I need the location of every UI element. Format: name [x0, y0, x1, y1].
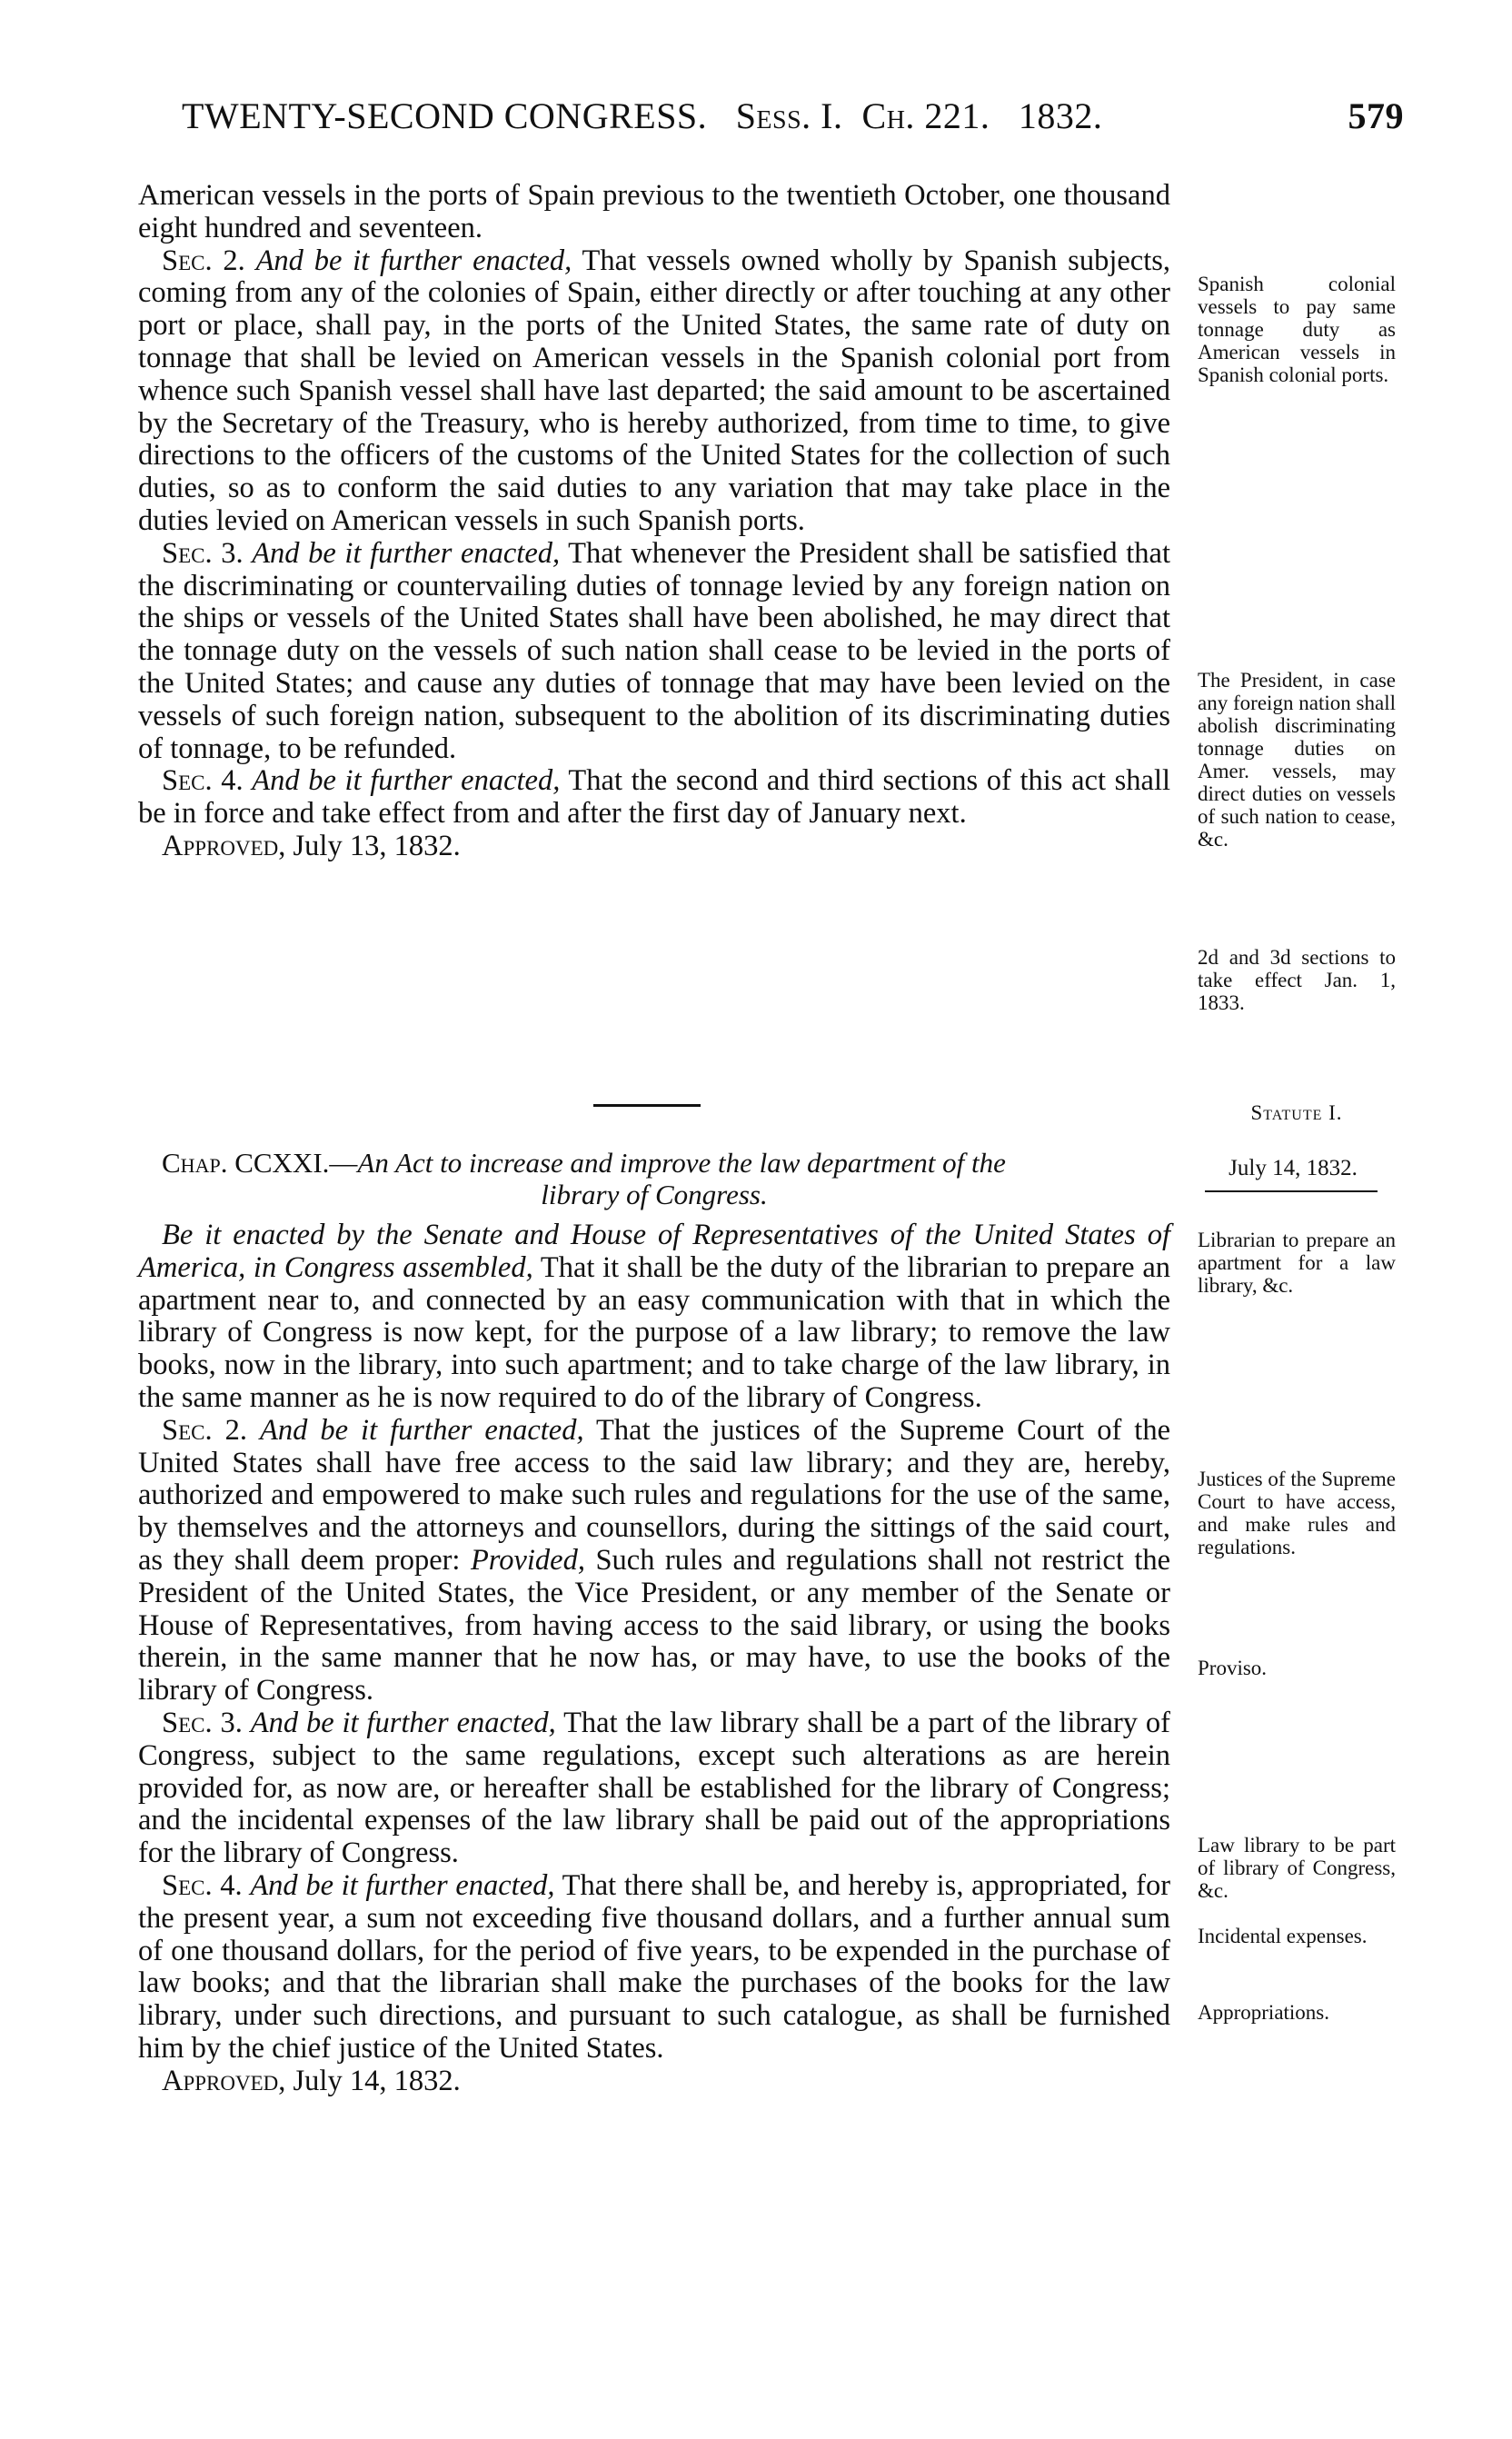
section-text: That there shall be, and hereby is, appropriated, for the present year, a sum not exceeding five thousand dollars, and a further annual sum of one thousand dollars, for the period of five years, to be expended in the purchase of law books; and that the librarian shall make the purchases of the books for the law library, under such directions, and pursuant to such catalogue, as shall be furnished him by the chief justice of the United States.	[138, 1868, 1171, 2065]
section-text: That the justices of the Supreme Court of the United States shall have free access to the said law library; and they are, hereby, authorized and empowered to make such rules and regulations for the use of the same, by themselves and the attorneys and counsellors, during the sittings of the said court, as they shall deem proper:	[138, 1413, 1171, 1577]
margin-note-effective-date: 2d and 3d sections to take effect Jan. 1, 1833.	[1198, 946, 1396, 1014]
section-label: Sec. 3.	[162, 1706, 243, 1739]
section-3-paragraph	[138, 538, 1170, 766]
section-text: That the law library shall be a part of the library of Congress, subject to the same regulations, except such alterations as are herein provided for, as now are, or hereafter shall be established for the library of Congress; and the incidental expenses of the law library shall be paid out of the appropriations for the library of Congress.	[138, 1706, 1170, 1870]
section-2-paragraph	[138, 1415, 1170, 1707]
page-number: 579	[1348, 95, 1404, 136]
enacting-phrase: And be it further enacted,	[255, 244, 572, 277]
section-label: Sec. 2.	[162, 1413, 247, 1447]
section-2-paragraph	[138, 245, 1170, 538]
header-session: Sess. I.	[735, 95, 843, 136]
enacting-phrase: And be it further enacted,	[252, 764, 561, 798]
margin-note-president-tonnage: The President, in case any foreign nation shall abolish discriminating tonnage duties on Amer. vessels, may direct duties on vessels of such nation to cease, &c.	[1198, 669, 1396, 851]
chapter-heading	[138, 1147, 1170, 1210]
enacting-paragraph	[138, 1220, 1170, 1415]
chapter-title-part-2: library of Congress.	[541, 1179, 768, 1210]
margin-note-incidental: Incidental expenses.	[1198, 1925, 1368, 1947]
section-text: That vessels owned wholly by Spanish subjects, coming from any of the colonies of Spain, either directly or after touching at any other port or place, shall pay, in the ports of the United States, the same rate of duty on tonnage that shall be levied on American vessels in the Spanish colonial port from whence such Spanish vessel shall have last departed; the said amount to be ascertained by the Secretary of the Treasury, who is hereby authorized, from time to time, to give directions to the officers of the customs of the United States for the collection of such duties, so as to conform the said duties to any variation that may take place in the duties levied on American vessels in such Spanish ports.	[138, 244, 1171, 537]
section-label: Sec. 3.	[162, 536, 244, 570]
approved-line	[138, 831, 1170, 863]
statute-date: July 14, 1832.	[1228, 1156, 1358, 1180]
header-year: 1832.	[1018, 95, 1103, 136]
approved-date: July 13, 1832.	[293, 829, 461, 862]
law-library-act-text	[138, 1220, 1170, 2098]
section-text: That the second and third sections of this act shall be in force and take effect from and after the first day of January next.	[138, 764, 1170, 831]
header-chapter: Ch. 221.	[861, 95, 990, 136]
section-4-paragraph	[138, 1870, 1170, 2066]
proviso-word: Provided,	[470, 1543, 585, 1577]
header-congress: TWENTY-SECOND CONGRESS.	[182, 95, 708, 136]
section-3-paragraph	[138, 1707, 1170, 1870]
chapter-title-line-1	[138, 1147, 1170, 1179]
approved-label: Approved,	[162, 829, 286, 862]
chapter-title-part-1: An Act to increase and improve the law department of the	[357, 1147, 1006, 1179]
previous-act-text	[138, 180, 1170, 863]
proviso-text: Such rules and regulations shall not restrict the President of the United States, the Vice President, or any member of the Senate or House of Representatives, from having access to the said library, or using the books therein, in the same manner that he now has, or may have, to use the books of the library of Congress.	[138, 1543, 1171, 1707]
section-text: That it shall be the duty of the librarian to prepare an apartment near to, and connected by an easy communication with that in which the library of Congress is now kept, for the purpose of a law library; to remove the law books, now in the library, into such apartment; and to take charge of the law library, in the same manner as he is now required to do of the library of Congress.	[138, 1250, 1170, 1414]
section-4-paragraph	[138, 765, 1170, 831]
margin-note-justices: Justices of the Supreme Court to have access, and make rules and regulations.	[1198, 1468, 1396, 1558]
section-label: Sec. 4.	[162, 764, 244, 798]
enacting-phrase: And be it further enacted,	[250, 1868, 555, 1902]
margin-note-spanish-vessels: Spanish colonial vessels to pay same tonnage duty as American vessels in Spanish colonial ports.	[1198, 273, 1396, 386]
section-label: Sec. 4.	[162, 1868, 243, 1902]
enacting-phrase: And be it further enacted,	[260, 1413, 584, 1447]
margin-note-appropriations: Appropriations.	[1198, 2001, 1330, 2024]
running-header	[182, 95, 1404, 149]
section-label: Sec. 2.	[162, 244, 245, 277]
enacting-phrase: And be it further enacted,	[252, 536, 561, 570]
enacting-clause: Be it enacted by the Senate and House of Representatives of the United States of America, in Congress assembled,	[138, 1219, 1170, 1284]
approved-date: July 14, 1832.	[293, 2064, 461, 2097]
margin-note-proviso: Proviso.	[1198, 1657, 1268, 1679]
statute-label: Statute I.	[1250, 1101, 1343, 1124]
approved-label: Approved,	[162, 2064, 286, 2097]
header-left	[182, 95, 1102, 137]
section-divider	[593, 1104, 701, 1107]
opening-paragraph: American vessels in the ports of Spain previous to the twentieth October, one thousand eight hundred and seventeen.	[138, 179, 1170, 244]
margin-note-librarian: Librarian to prepare an apartment for a law library, &c.	[1198, 1229, 1396, 1297]
date-underline	[1205, 1190, 1378, 1192]
section-text: That whenever the President shall be satisfied that the discriminating or countervailing duties of tonnage levied by any foreign nation on the ships or vessels of the United States shall have been abolished, he may direct that the tonnage duty on the vessels of such nation shall cease to be levied in the ports of the United States; and cause any duties of tonnage that may have been levied on the vessels of such foreign nation, subsequent to the abolition of its discriminating duties of tonnage, to be refunded.	[138, 536, 1170, 765]
enacting-phrase: And be it further enacted,	[250, 1706, 556, 1739]
margin-note-law-library: Law library to be part of library of Congress, &c.	[1198, 1834, 1396, 1902]
chapter-label: Chap. CCXXI.—	[162, 1147, 358, 1179]
approved-line	[138, 2066, 1170, 2098]
